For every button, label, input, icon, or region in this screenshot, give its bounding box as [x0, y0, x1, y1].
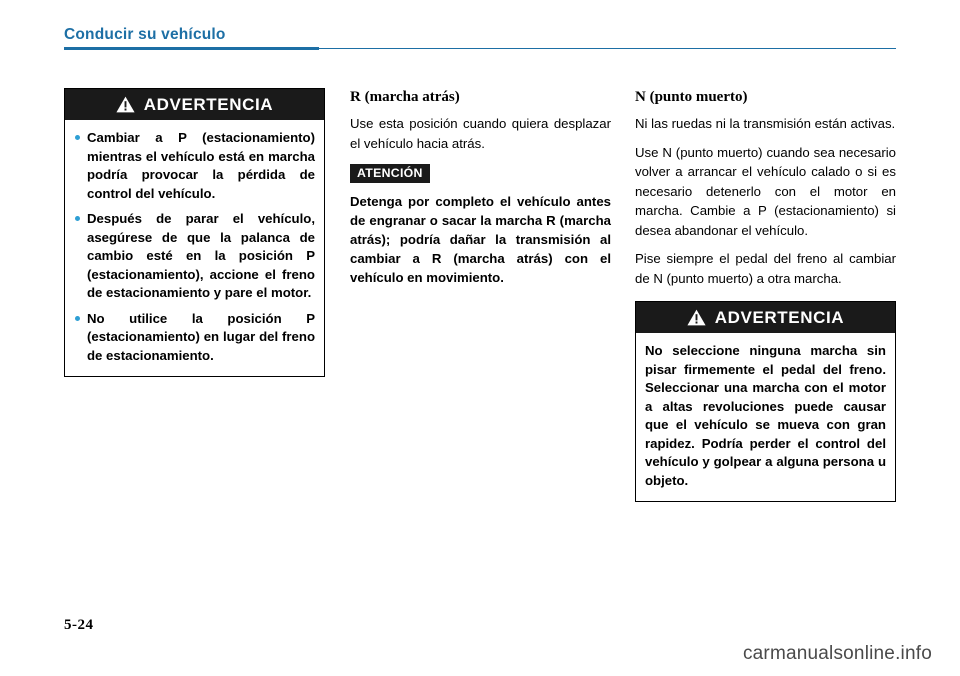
section-heading-reverse: R (marcha atrás)	[350, 89, 460, 105]
warning-box-left	[64, 88, 325, 377]
column-left	[64, 88, 325, 377]
section-paragraph-3: Pise siempre el pedal del freno al cambiar de N (punto muerto) a otra marcha.	[635, 251, 896, 286]
section-paragraph-reverse: Use esta posición cuando quiera desplazar el vehículo hacia atrás.	[350, 116, 611, 151]
list-item	[74, 310, 315, 366]
bullet-icon	[75, 216, 80, 221]
header-divider	[64, 47, 896, 50]
page-header	[64, 26, 896, 52]
column-center	[350, 88, 611, 287]
bullet-icon	[75, 316, 80, 321]
section-paragraph-1: Ni las ruedas ni la transmisión están activas.	[635, 116, 896, 131]
warning-box-label: ADVERTENCIA	[714, 307, 845, 327]
caution-text: Detenga por completo el vehículo antes de engranar o sacar la marcha R (marcha atrás); podría dañar la transmisión al cambiar a R (marcha atrás) con el vehículo en movimiento.	[350, 194, 611, 285]
page-number: 5-24	[64, 617, 94, 633]
warning-text: No seleccione ninguna marcha sin pisar firmemente el pedal del freno. Seleccionar una marcha con el motor a altas revoluciones puede causar que el vehículo se mueva con gran rapidez. Podría perder el control del vehículo y golpear a alguna persona u objeto.	[645, 343, 886, 488]
bullet-icon	[75, 135, 80, 140]
header-divider-thin	[319, 48, 896, 49]
list-item-text: Cambiar a P (estacionamiento) mientras el vehículo está en marcha podría provocar la pérdida de control del vehículo.	[87, 130, 315, 201]
page-title: Conducir su vehículo	[64, 26, 226, 43]
warning-box-header	[636, 302, 895, 333]
caution-block	[350, 164, 611, 287]
column-right	[635, 88, 896, 502]
warning-list	[74, 129, 315, 365]
watermark: carmanualsonline.info	[742, 643, 932, 664]
warning-box-header	[65, 89, 324, 120]
section-heading-neutral: N (punto muerto)	[635, 89, 748, 105]
caution-label: ATENCIÓN	[350, 164, 430, 183]
list-item-text: No utilice la posición P (estacionamiento) en lugar del freno de estacionamiento.	[87, 310, 315, 363]
warning-triangle-icon	[687, 309, 706, 326]
list-item	[74, 210, 315, 303]
header-divider-thick	[64, 47, 319, 50]
warning-box-body	[65, 120, 324, 376]
list-item	[74, 129, 315, 203]
warning-box-right	[635, 301, 896, 502]
list-item-text: Después de parar el vehículo, asegúrese de que la palanca de cambio esté en la posición P (estacionamiento), accione el freno de estacionamiento y pare el motor.	[87, 211, 315, 300]
warning-box-body	[636, 333, 895, 501]
warning-triangle-icon	[116, 96, 135, 113]
section-paragraph-2: Use N (punto muerto) cuando sea necesario volver a arrancar el vehículo calado o si es necesario detenerlo con el motor en marcha. Cambie a P (estacionamiento) si desea abandonar el vehículo.	[635, 144, 896, 238]
warning-box-label: ADVERTENCIA	[143, 94, 274, 114]
